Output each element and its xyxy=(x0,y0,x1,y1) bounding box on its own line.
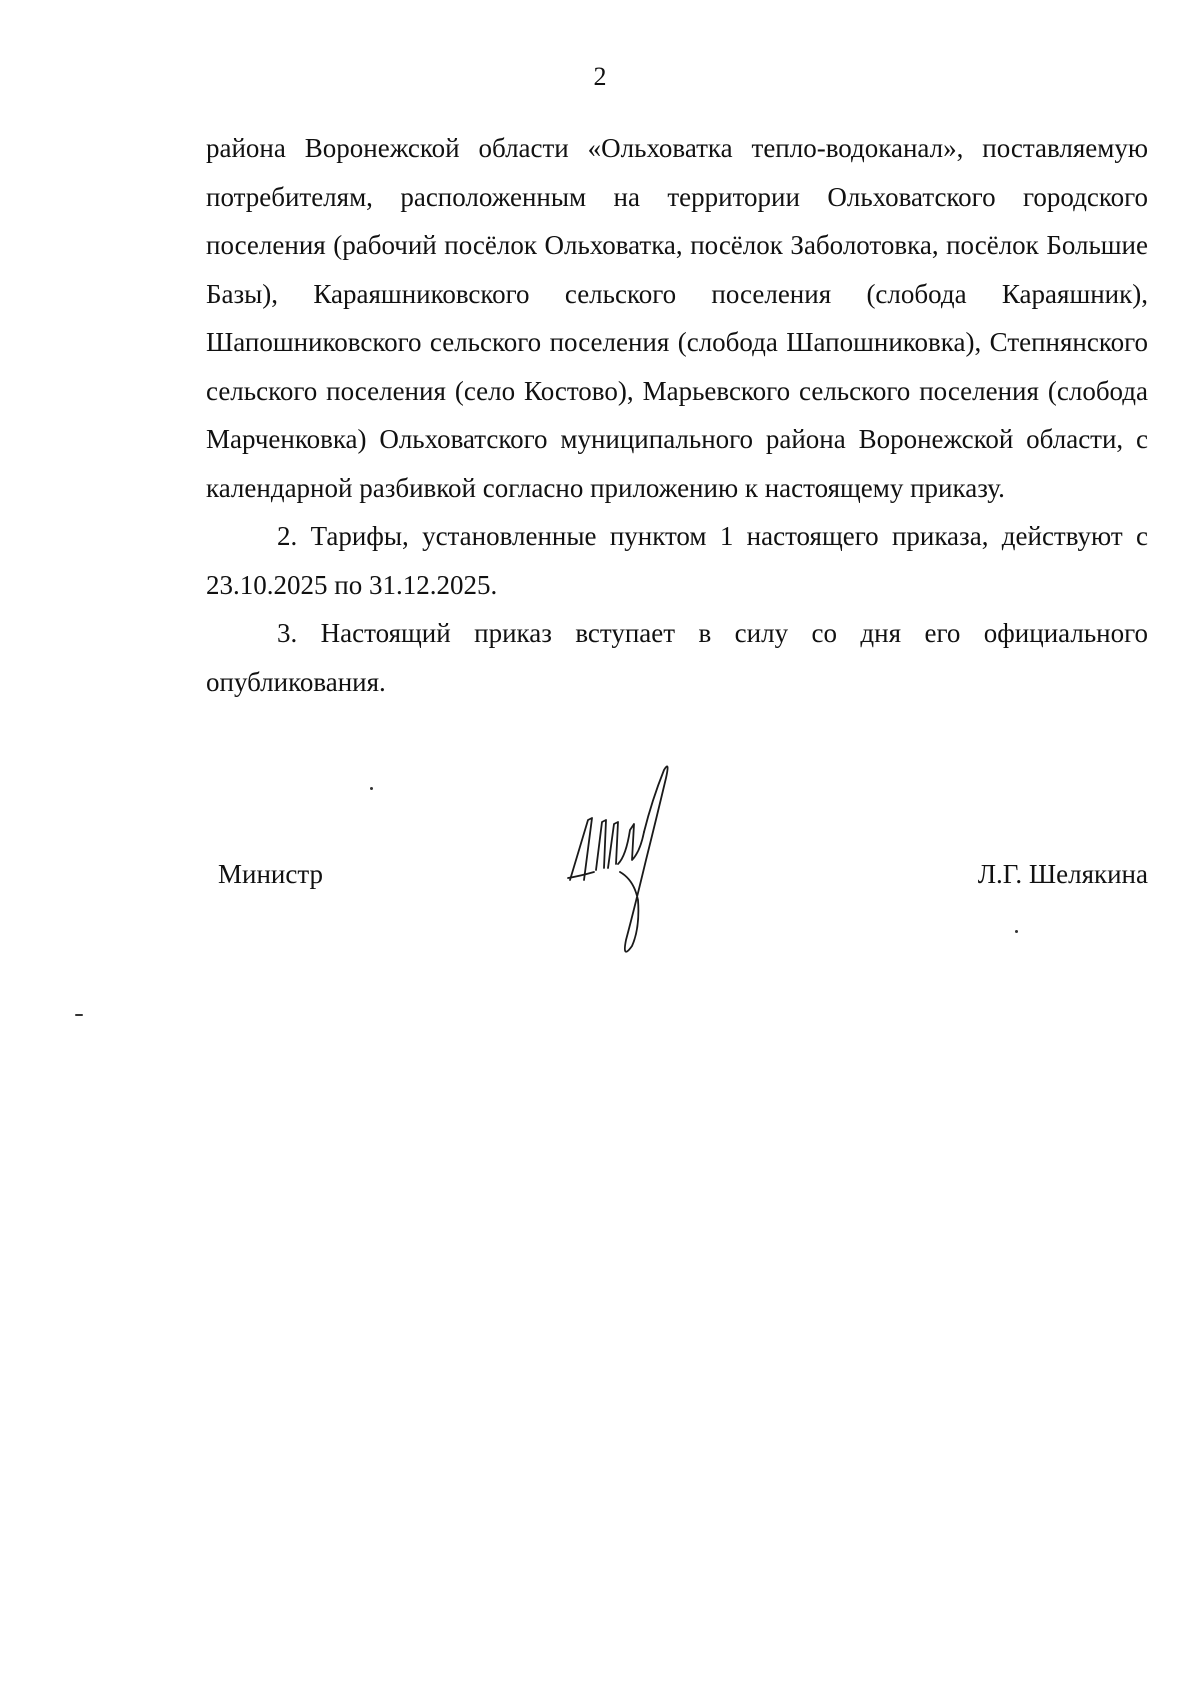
signer-name: Л.Г. Шелякина xyxy=(977,859,1148,889)
document-body xyxy=(206,124,1148,706)
page-number: 2 xyxy=(593,62,607,91)
paragraph-continuation: района Воронежской области «Ольховатка тепло-водоканал», поставляемую потребителям, расположенным на территории Ольховатского городского поселения (рабочий посёлок Ольховатка, посёлок Заболотовка, посёлок Большие Базы), Караяшниковского сельского поселения (слобода Караяшник), Шапошниковского сельского поселения (слобода Шапошниковка), Степнянского сельского поселения (село Костово), Марьевского сельского поселения (слобода Марченковка) Ольховатского муниципального района Воронежской области, с календарной разбивкой согласно приложению к настоящему приказу. xyxy=(206,133,1148,503)
scan-speck xyxy=(1015,930,1018,933)
signer-title: Министр xyxy=(218,859,323,889)
paragraph-item-2: 2. Тарифы, установленные пунктом 1 настоящего приказа, действуют с 23.10.2025 по 31.12.2025. xyxy=(206,521,1148,600)
paragraph-item-3: 3. Настоящий приказ вступает в силу со дня его официального опубликования. xyxy=(206,618,1148,697)
handwritten-signature xyxy=(560,760,710,980)
scan-speck xyxy=(75,1014,83,1016)
scan-speck xyxy=(370,787,373,790)
